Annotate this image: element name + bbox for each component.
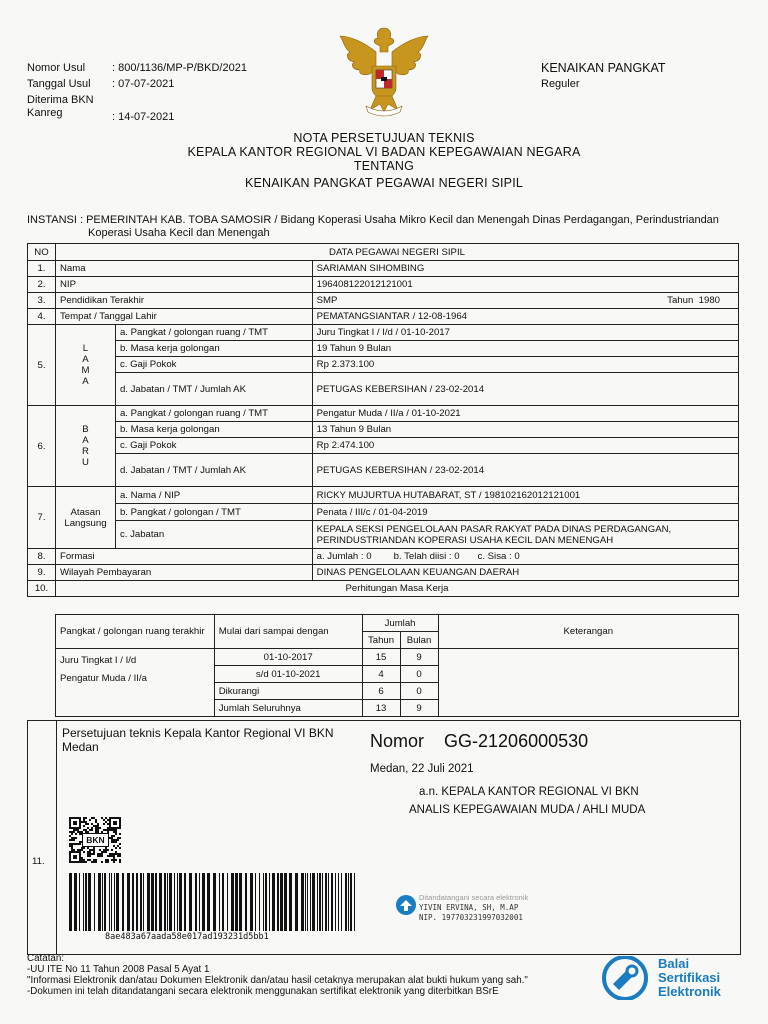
title-line4: KENAIKAN PANGKAT PEGAWAI NEGERI SIPIL (244, 176, 524, 190)
barcode-text: 8ae483a67aada58e017ad193231d5bb1 (105, 932, 269, 942)
kanreg-label: Kanreg (27, 107, 63, 119)
an-kepala: a.n. KEPALA KANTOR REGIONAL VI BKN (419, 786, 639, 798)
nomor-label: Nomor (370, 731, 425, 751)
garuda-emblem (336, 22, 432, 118)
atasan-label: Atasan Langsung (55, 487, 115, 549)
nomor-field (370, 731, 588, 752)
table-row: 3. Pendidikan Terakhir SMP Tahun 1980 (28, 293, 739, 309)
title-line1: NOTA PERSETUJUAN TEKNIS (293, 131, 475, 145)
nip-value: 196408122012121001 (312, 277, 738, 293)
data-header: DATA PEGAWAI NEGERI SIPIL (55, 244, 738, 261)
row-11-no: 11. (32, 856, 45, 867)
pendidikan-value: SMP Tahun 1980 (312, 293, 738, 309)
nomor-usul-value: : 800/1136/MP-P/BKD/2021 (112, 62, 247, 74)
nama-value: SARIAMAN SIHOMBING (312, 261, 738, 277)
qr-code (69, 817, 121, 863)
title-line2: KEPALA KANTOR REGIONAL VI BADAN KEPEGAWAIAN NEGARA (187, 145, 581, 159)
bsre-text: Balai Sertifikasi Elektronik (658, 956, 721, 999)
barcode (67, 873, 357, 933)
tanggal-usul-value: : 07-07-2021 (112, 78, 175, 90)
table-row: 8. Formasi a. Jumlah : 0 b. Telah diisi : 0 c. Sisa : 0 (28, 549, 739, 565)
diterima-label: Diterima BKN (27, 94, 94, 106)
table-row: 10. Perhitungan Masa Kerja (28, 581, 739, 597)
instansi-label: INSTANSI : (27, 214, 84, 226)
lama-label: L A M A (55, 325, 115, 406)
jabatan-penandatangan: ANALIS KEPEGAWAIAN MUDA / AHLI MUDA (409, 804, 646, 816)
masa-kerja-table: Pangkat / golongan ruang terakhir Mulai dari sampai dengan Jumlah Keterangan Tahun Bulan Juru Tingkat I / I/d Pengatur Muda / II/a 01-10-2017 15 9 s/d 01-10-2021 4 0 Dikurangi 6 0 Jumlah Seluruhnya 13 9 (55, 614, 739, 717)
tanggal-surat: Medan, 22 Juli 2021 (370, 763, 474, 775)
table-row: 9. Wilayah Pembayaran DINAS PENGELOLAAN KEUANGAN DAERAH (28, 565, 739, 581)
signature-block: Ditandatangani secara elektronik YIVIN ERVINA, SH, M.AP NIP. 197703231997032001 (419, 893, 529, 922)
instansi (27, 214, 719, 240)
table-row: 2. NIP 196408122012121001 (28, 277, 739, 293)
no-header: NO (28, 244, 56, 261)
title-line3: TENTANG (353, 159, 415, 173)
baru-label: B A R U (55, 406, 115, 487)
kanreg-value: : 14-07-2021 (112, 111, 175, 123)
signature-logo-icon (395, 894, 417, 916)
persetujuan-text: Persetujuan teknis Kepala Kantor Regional VI BKN Medan (62, 726, 334, 754)
formasi-value: a. Jumlah : 0 b. Telah diisi : 0 c. Sisa : 0 (312, 549, 738, 565)
instansi-line1: PEMERINTAH KAB. TOBA SAMOSIR / Bidang Koperasi Usaha Mikro Kecil dan Menengah Dinas Perdagangan, Perindustriandan (86, 214, 719, 226)
header-meta (27, 62, 247, 123)
catatan: Catatan: -UU ITE No 11 Tahun 2008 Pasal 5 Ayat 1 "Informasi Elektronik dan/atau Dokumen Elektronik dan/atau hasil cetaknya merupakan alat bukti hukum yang sah." -Dokumen ini telah ditandatangani secara elektronik menggunakan sertifikat elektronik yang diterbitkan BSrE (27, 953, 528, 997)
data-table: NO DATA PEGAWAI NEGERI SIPIL 1. Nama SARIAMAN SIHOMBING 2. NIP 196408122012121001 3. Pendidikan Terakhir SMP Tahun 1980 4. Tempat / Tanggal Lahir PEMATANGSIANTAR / 12-08-1964 5. L A M A a. Pangkat / golongan ruang / TMT Juru Tingkat I / I/d / 01-10-2017 b. Masa kerja golongan 19 Tahun 9 Bulan c. Gaji Pokok Rp 2.373.100 d. Jabatan / TMT / Jumlah AK PETUGAS KEBERSIHAN / 23-02-2014 6. B A R U a. Pangkat / golongan ruang / TMT Pengatur Muda / II/a / 01-10-2021 b. Masa kerja golongan 13 Tahun 9 Bulan c. Gaji Pokok Rp 2.474.100 d. Jabatan / TMT / Jumlah AK PETUGAS KEBERSIHAN / 23-02-2014 7. Atasan Langsung a. Nama / NIP RICKY MUJURTUA HUTABARAT, ST / 198102162012121001 b. Pangkat / golongan / TMT Penata / III/c / 01-04-2019 c. Jabatan KEPALA SEKSI PENGELOLAAN PASAR RAKYAT PADA DINAS PERDAGANGAN, PERINDUSTRIANDAN KOPERASI USAHA KECIL DAN MENENGAH 8. Formasi a. Jumlah : 0 b. Telah diisi : 0 c. Sisa : 0 9. Wilayah Pembayaran DINAS PENGELOLAAN KEUANGAN DAERAH 10. Perhitungan Masa Kerja (27, 243, 739, 597)
bsre-logo-icon (599, 956, 651, 1000)
qr-label: BKN (82, 833, 109, 847)
kenaikan-sub: Reguler (541, 78, 580, 90)
ttl-value: PEMATANGSIANTAR / 12-08-1964 (312, 309, 738, 325)
instansi-line2: Koperasi Usaha Kecil dan Menengah (88, 227, 270, 239)
table-row: 4. Tempat / Tanggal Lahir PEMATANGSIANTAR / 12-08-1964 (28, 309, 739, 325)
table-row: 1. Nama SARIAMAN SIHOMBING (28, 261, 739, 277)
tanggal-usul-label: Tanggal Usul (27, 78, 91, 90)
nomor-value: GG-21206000530 (444, 731, 589, 751)
kenaikan-title: KENAIKAN PANGKAT (541, 61, 666, 75)
nomor-usul-label: Nomor Usul (27, 62, 86, 74)
